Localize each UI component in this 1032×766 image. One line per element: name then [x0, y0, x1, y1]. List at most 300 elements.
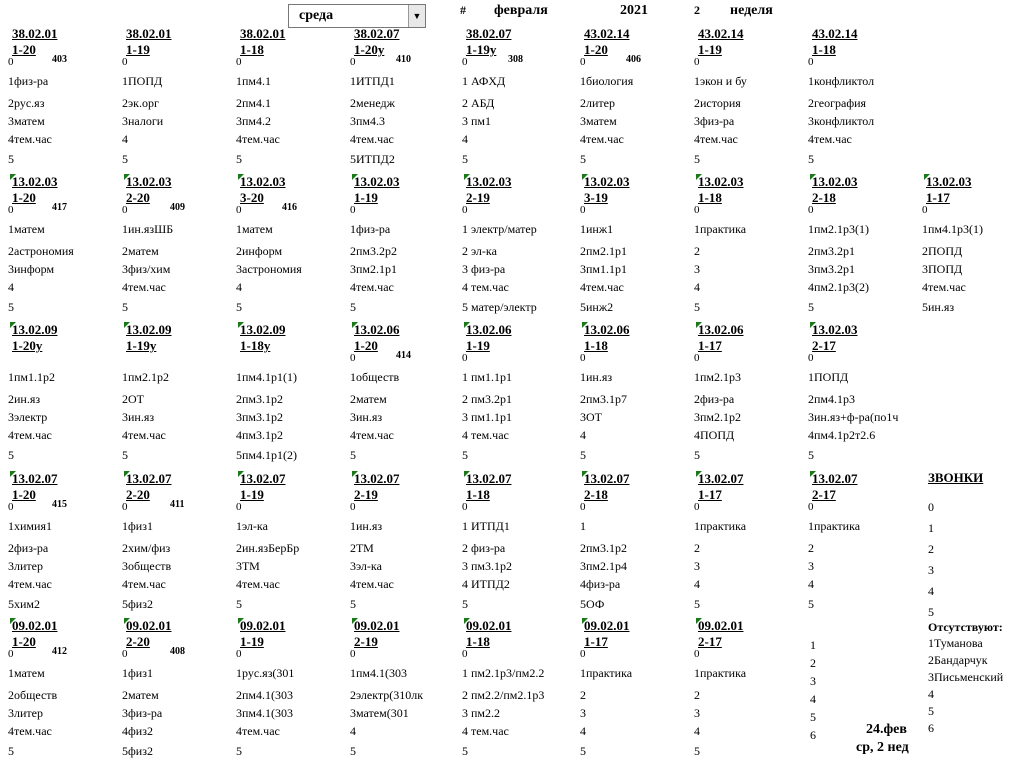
lesson-line: 1 пм1.1р1 — [462, 370, 513, 384]
specialty-code: 43.02.14 — [584, 26, 630, 41]
zero-mark: 0 — [350, 352, 356, 364]
schedule-cell — [580, 174, 694, 322]
specialty-code: 13.02.03 — [12, 174, 58, 189]
lesson-line: 2астрономия — [8, 244, 74, 258]
chevron-down-icon[interactable]: ▼ — [408, 5, 425, 27]
lesson-line: 3матем — [580, 114, 617, 128]
lesson-line: 3матем(301 — [350, 706, 409, 720]
lesson-line: 2 — [694, 541, 700, 555]
lesson-line: 1практика — [694, 222, 747, 236]
month-label: февраля — [494, 3, 548, 18]
zero-mark: 0 — [122, 501, 128, 513]
day-select[interactable] — [288, 4, 426, 28]
lesson-line: 3пм4.3 — [350, 114, 386, 128]
lesson-line: 3пм2.1р1 — [350, 262, 398, 276]
lesson-line: 1инж1 — [580, 222, 614, 236]
schedule-cell — [580, 618, 694, 766]
lesson-line: 4тем.час — [122, 280, 166, 294]
specialty-code: 13.02.03 — [584, 174, 630, 189]
lesson-line: 1пм4.1р1(1) — [236, 370, 298, 384]
lesson-line: 3 — [808, 559, 814, 573]
room-number: 406 — [626, 54, 641, 65]
lesson-line: 5 — [350, 448, 356, 462]
zero-mark: 0 — [808, 501, 814, 513]
lesson-line: 2 — [580, 688, 586, 702]
footer-date: 24.фев — [866, 722, 907, 737]
group-name: 1-17 — [698, 338, 722, 353]
group-name: 2-20 — [126, 634, 150, 649]
absent-item: 2Бандарчук — [928, 653, 988, 667]
bell-item: 5 — [928, 605, 934, 619]
lesson-line: 3налоги — [122, 114, 164, 128]
lesson-line: 3 — [694, 559, 700, 573]
group-name: 1-19у — [126, 338, 157, 353]
lesson-line: 4 — [8, 280, 14, 294]
lesson-line: 1практика — [694, 666, 747, 680]
lesson-line: 4тем.час — [808, 132, 852, 146]
lesson-line: 2физ-ра — [8, 541, 49, 555]
specialty-code: 13.02.03 — [354, 174, 400, 189]
lesson-line: 1пм4.1 — [236, 74, 272, 88]
lesson-line: 5инж2 — [580, 300, 614, 314]
lesson-line: 2пм3.2р2 — [350, 244, 398, 258]
lesson-line: 1физ1 — [122, 666, 153, 680]
lesson-line: 2пм3.1р2 — [236, 392, 284, 406]
lesson-line: 1ин.яз — [350, 519, 383, 533]
absent-block — [928, 620, 1003, 735]
schedule-cell — [462, 618, 576, 766]
room-number: 403 — [52, 54, 67, 65]
lesson-line: 1физ-ра — [350, 222, 391, 236]
room-number: 411 — [170, 499, 185, 510]
footer-sub: ср, 2 нед — [856, 740, 909, 755]
lesson-line: 4тем.час — [236, 132, 280, 146]
schedule-cell — [462, 322, 576, 470]
group-name: 1-20 — [12, 42, 36, 57]
lesson-line: 5 — [350, 744, 356, 758]
lesson-line: 4 — [694, 577, 700, 591]
schedule-cell — [236, 322, 350, 470]
lesson-line: 4физ-ра — [580, 577, 621, 591]
zero-mark: 0 — [922, 204, 928, 216]
room-number: 415 — [52, 499, 67, 510]
lesson-line: 2пм3.1р2 — [580, 541, 628, 555]
lesson-line: 5 — [236, 152, 242, 166]
lesson-line: 2хим/физ — [122, 541, 171, 555]
lesson-line: 4 — [462, 132, 468, 146]
group-name: 2-19 — [466, 190, 490, 205]
specialty-code: 13.02.03 — [812, 322, 858, 337]
schedule-cell — [694, 322, 808, 470]
schedule-cell — [580, 26, 694, 174]
lesson-line: 3 — [694, 262, 700, 276]
lesson-line: 2ТМ — [350, 541, 374, 555]
room-number: 408 — [170, 646, 185, 657]
group-name: 1-20 — [12, 190, 36, 205]
zero-mark: 0 — [8, 204, 14, 216]
schedule-cell — [122, 471, 236, 619]
lesson-line: 4 — [580, 724, 586, 738]
lesson-line: 4тем.час — [694, 132, 738, 146]
lesson-line: 3ин.яз — [122, 410, 155, 424]
lesson-line: 5 — [808, 597, 814, 611]
room-number: 417 — [52, 202, 67, 213]
group-name: 1-18 — [466, 634, 490, 649]
schedule-cell — [122, 322, 236, 470]
schedule-cell — [808, 26, 922, 174]
zero-mark: 0 — [462, 204, 468, 216]
bell-item: 3 — [928, 563, 934, 577]
specialty-code: 38.02.07 — [354, 26, 400, 41]
lesson-line: 1пм4.1(303 — [350, 666, 408, 680]
lesson-line: 3пм4.2 — [236, 114, 272, 128]
schedule-cell — [236, 174, 350, 322]
lesson-line: 3 физ-ра — [462, 262, 506, 276]
lesson-line: 3 пм3.1р2 — [462, 559, 513, 573]
lesson-line: 5физ2 — [122, 744, 153, 758]
specialty-code: 13.02.07 — [812, 471, 858, 486]
lesson-line: 2 АБД — [462, 96, 495, 110]
lesson-line: 1рус.яз(301 — [236, 666, 295, 680]
week-number: 2 — [694, 3, 700, 17]
schedule-cell — [8, 26, 122, 174]
absent-index: 6 — [810, 728, 816, 742]
lesson-line: 1физ1 — [122, 519, 153, 533]
schedule-cell — [350, 618, 464, 766]
group-name: 1-18 — [240, 42, 264, 57]
schedule-cell — [580, 322, 694, 470]
lesson-line: 2 физ-ра — [462, 541, 506, 555]
lesson-line: 4пм3.1р2 — [236, 428, 284, 442]
specialty-code: 38.02.01 — [12, 26, 58, 41]
lesson-line: 4ПОПД — [694, 428, 735, 442]
lesson-line: 3матем — [8, 114, 45, 128]
absent-list — [928, 637, 1003, 735]
lesson-line: 1 пм2.1р3/пм2.2 — [462, 666, 545, 680]
lesson-line: 3информ — [8, 262, 55, 276]
group-name: 1-20 — [354, 338, 378, 353]
schedule-cell — [808, 174, 922, 322]
bell-item: 4 — [928, 584, 934, 598]
specialty-code: 13.02.09 — [240, 322, 286, 337]
zero-mark: 0 — [694, 56, 700, 68]
lesson-line: 3литер — [8, 559, 43, 573]
group-name: 1-17 — [698, 487, 722, 502]
lesson-line: 5 — [694, 597, 700, 611]
zero-mark: 0 — [462, 352, 468, 364]
zero-mark: 0 — [462, 56, 468, 68]
lesson-line: 5 — [462, 152, 468, 166]
lesson-line: 5ин.яз — [922, 300, 955, 314]
lesson-line: 2эк.орг — [122, 96, 159, 110]
lesson-line: 5 — [462, 448, 468, 462]
lesson-line: 3физ-ра — [694, 114, 735, 128]
year-label: 2021 — [620, 3, 648, 18]
group-name: 3-19 — [584, 190, 608, 205]
specialty-code: 13.02.03 — [812, 174, 858, 189]
group-name: 2-18 — [584, 487, 608, 502]
group-name: 1-19 — [240, 634, 264, 649]
room-number: 412 — [52, 646, 67, 657]
group-name: 1-19 — [466, 338, 490, 353]
lesson-line: 3пм3.1р2 — [236, 410, 284, 424]
lesson-line: 2пм3.2р1 — [808, 244, 856, 258]
lesson-line: 2информ — [236, 244, 283, 258]
specialty-code: 13.02.03 — [466, 174, 512, 189]
zero-mark: 0 — [694, 648, 700, 660]
day-select-value: среда — [299, 8, 334, 23]
lesson-line: 4тем.час — [8, 724, 52, 738]
lesson-line: 1практика — [694, 519, 747, 533]
lesson-line: 1пм4.1р3(1) — [922, 222, 984, 236]
specialty-code: 13.02.03 — [926, 174, 972, 189]
lesson-line: 4 ИТПД2 — [462, 577, 510, 591]
lesson-line: 1ПОПД — [122, 74, 163, 88]
room-number: 410 — [396, 54, 411, 65]
schedule-cell — [694, 618, 808, 766]
specialty-code: 38.02.07 — [466, 26, 512, 41]
schedule-cell — [350, 26, 464, 174]
schedule-cell — [694, 471, 808, 619]
lesson-line: 3литер — [8, 706, 43, 720]
lesson-line: 2пм2.1р1 — [580, 244, 628, 258]
group-name: 1-17 — [584, 634, 608, 649]
schedule-cell — [694, 26, 808, 174]
lesson-line: 2пм3.1р7 — [580, 392, 628, 406]
bell-item: 1 — [928, 521, 934, 535]
room-number: 414 — [396, 350, 411, 361]
specialty-code: 13.02.07 — [12, 471, 58, 486]
lesson-line: 5 — [580, 152, 586, 166]
group-name: 2-19 — [354, 634, 378, 649]
group-name: 1-18у — [240, 338, 271, 353]
lesson-line: 4физ2 — [122, 724, 153, 738]
zero-mark: 0 — [580, 56, 586, 68]
specialty-code: 09.02.01 — [698, 618, 744, 633]
schedule-cell — [694, 174, 808, 322]
lesson-line: 2матем — [122, 688, 159, 702]
lesson-line: 3 пм2.2 — [462, 706, 501, 720]
group-name: 1-18 — [698, 190, 722, 205]
specialty-code: 09.02.01 — [126, 618, 172, 633]
lesson-line: 4пм4.1р2т2.6 — [808, 428, 876, 442]
lesson-line: 1пм1.1р2 — [8, 370, 56, 384]
lesson-line: 1пм2.1р3 — [694, 370, 742, 384]
specialty-code: 09.02.01 — [354, 618, 400, 633]
lesson-line: 2 пм3.2р1 — [462, 392, 513, 406]
zero-mark: 0 — [694, 501, 700, 513]
zero-mark: 0 — [462, 501, 468, 513]
zero-mark: 0 — [808, 352, 814, 364]
lesson-line: 4 — [694, 724, 700, 738]
group-name: 1-20 — [584, 42, 608, 57]
schedule-cell — [462, 471, 576, 619]
lesson-line: 4тем.час — [350, 577, 394, 591]
lesson-line: 1 — [580, 519, 586, 533]
lesson-line: 1практика — [580, 666, 633, 680]
lesson-line: 4 тем.час — [462, 280, 509, 294]
lesson-line: 2пм4.1р3 — [808, 392, 856, 406]
lesson-line: 5 — [694, 152, 700, 166]
lesson-line: 2 — [694, 688, 700, 702]
specialty-code: 13.02.09 — [126, 322, 172, 337]
group-name: 2-20 — [126, 190, 150, 205]
lesson-line: 5 — [8, 152, 14, 166]
zero-mark: 0 — [236, 648, 242, 660]
lesson-line: 5 — [808, 152, 814, 166]
lesson-line: 1эл-ка — [236, 519, 268, 533]
group-name: 1-18 — [584, 338, 608, 353]
lesson-line: 4тем.час — [236, 577, 280, 591]
specialty-code: 13.02.06 — [698, 322, 744, 337]
lesson-line: 4 — [122, 132, 128, 146]
bells-list — [928, 500, 1028, 620]
lesson-line: 1пм2.1р3(1) — [808, 222, 870, 236]
lesson-line: 1матем — [8, 666, 45, 680]
schedule-cell — [462, 174, 576, 322]
lesson-line: 5 — [350, 300, 356, 314]
specialty-code: 43.02.14 — [698, 26, 744, 41]
schedule-cell — [8, 174, 122, 322]
absent-item: 6 — [928, 721, 934, 735]
lesson-line: 4тем.час — [8, 577, 52, 591]
lesson-line: 5 — [8, 300, 14, 314]
specialty-code: 09.02.01 — [584, 618, 630, 633]
specialty-code: 13.02.03 — [240, 174, 286, 189]
group-name: 1-19 — [698, 42, 722, 57]
lesson-line: 1матем — [236, 222, 273, 236]
lesson-line: 4 — [350, 724, 356, 738]
specialty-code: 13.02.07 — [354, 471, 400, 486]
absent-item: 3Письменский — [928, 670, 1004, 684]
lesson-line: 5 — [236, 597, 242, 611]
lesson-line: 2ин.язБерБр — [236, 541, 300, 555]
lesson-line: 4тем.час — [350, 280, 394, 294]
schedule-cell — [922, 174, 1032, 322]
lesson-line: 5 — [694, 744, 700, 758]
lesson-line: 4тем.час — [122, 577, 166, 591]
lesson-line: 4 — [694, 280, 700, 294]
schedule-cell — [462, 26, 576, 174]
lesson-line: 5 — [580, 448, 586, 462]
lesson-line: 4тем.час — [580, 280, 624, 294]
absent-title: Отсутствуют: — [928, 620, 1003, 634]
schedule-cell — [8, 322, 122, 470]
lesson-line: 5физ2 — [122, 597, 153, 611]
schedule-cell — [236, 471, 350, 619]
zero-mark: 0 — [580, 204, 586, 216]
lesson-line: 5 — [122, 152, 128, 166]
lesson-line: 5 — [580, 744, 586, 758]
schedule-cell — [808, 471, 922, 619]
lesson-line: 1матем — [8, 222, 45, 236]
zero-mark: 0 — [462, 648, 468, 660]
bell-item: 0 — [928, 500, 934, 514]
group-name: 1-17 — [926, 190, 950, 205]
group-name: 1-19 — [126, 42, 150, 57]
bells-block — [928, 470, 1028, 620]
schedule-cell — [808, 322, 922, 470]
lesson-line: 2пм4.1(303 — [236, 688, 294, 702]
lesson-line: 2пм4.1 — [236, 96, 272, 110]
lesson-line: 1практика — [808, 519, 861, 533]
lesson-line: 5 — [8, 744, 14, 758]
zero-mark: 0 — [350, 648, 356, 660]
lesson-line: 1пм2.1р2 — [122, 370, 170, 384]
absent-index: 5 — [810, 710, 816, 724]
lesson-line: 3астрономия — [236, 262, 302, 276]
absent-item: 4 — [928, 687, 934, 701]
group-name: 3-20 — [240, 190, 264, 205]
lesson-line: 4 — [580, 428, 586, 442]
lesson-line: 5 — [462, 744, 468, 758]
lesson-line: 4тем.час — [8, 132, 52, 146]
lesson-line: 4 тем.час — [462, 428, 509, 442]
group-name: 1-18 — [812, 42, 836, 57]
schedule-cell — [350, 174, 464, 322]
lesson-line: 5 — [350, 597, 356, 611]
lesson-line: 1ПОПД — [808, 370, 849, 384]
lesson-line: 2 — [694, 244, 700, 258]
lesson-line: 3 пм1 — [462, 114, 492, 128]
lesson-line: 3 пм1.1р1 — [462, 410, 513, 424]
group-name: 2-19 — [354, 487, 378, 502]
lesson-line: 1 АФХД — [462, 74, 506, 88]
lesson-line: 3физ/хим — [122, 262, 171, 276]
zero-mark: 0 — [8, 648, 14, 660]
schedule-cell — [122, 26, 236, 174]
specialty-code: 13.02.03 — [698, 174, 744, 189]
lesson-line: 5 — [462, 597, 468, 611]
absent-index-list — [810, 636, 816, 744]
lesson-line: 4 тем.час — [462, 724, 509, 738]
absent-index: 3 — [810, 674, 816, 688]
zero-mark: 0 — [8, 56, 14, 68]
lesson-line: 3эл-ка — [350, 559, 382, 573]
specialty-code: 38.02.01 — [126, 26, 172, 41]
lesson-line: 3ин.яз+ф-ра(по1ч — [808, 410, 899, 424]
group-name: 1-20у — [12, 338, 43, 353]
zero-mark: 0 — [8, 501, 14, 513]
lesson-line: 5 — [8, 448, 14, 462]
lesson-line: 5 матер/электр — [462, 300, 537, 314]
lesson-line: 1биология — [580, 74, 634, 88]
group-name: 1-19 — [354, 190, 378, 205]
lesson-line: 2 — [808, 541, 814, 555]
zero-mark: 0 — [580, 352, 586, 364]
lesson-line: 3пм1.1р1 — [580, 262, 628, 276]
specialty-code: 13.02.07 — [698, 471, 744, 486]
zero-mark: 0 — [350, 56, 356, 68]
absent-index: 2 — [810, 656, 816, 670]
zero-mark: 0 — [350, 204, 356, 216]
lesson-line: 4тем.час — [236, 724, 280, 738]
lesson-line: 1ин.язШБ — [122, 222, 174, 236]
lesson-line: 3пм2.1р2 — [694, 410, 742, 424]
schedule-cell — [580, 471, 694, 619]
lesson-line: 4тем.час — [350, 428, 394, 442]
bell-item: 2 — [928, 542, 934, 556]
room-number: 409 — [170, 202, 185, 213]
hash-mark: # — [460, 3, 466, 17]
group-name: 2-18 — [812, 190, 836, 205]
group-name: 2-17 — [812, 487, 836, 502]
lesson-line: 3пм2.1р4 — [580, 559, 628, 573]
lesson-line: 5 — [808, 300, 814, 314]
lesson-line: 4тем.час — [122, 428, 166, 442]
schedule-cell — [8, 618, 122, 766]
lesson-line: 3ин.яз — [350, 410, 383, 424]
